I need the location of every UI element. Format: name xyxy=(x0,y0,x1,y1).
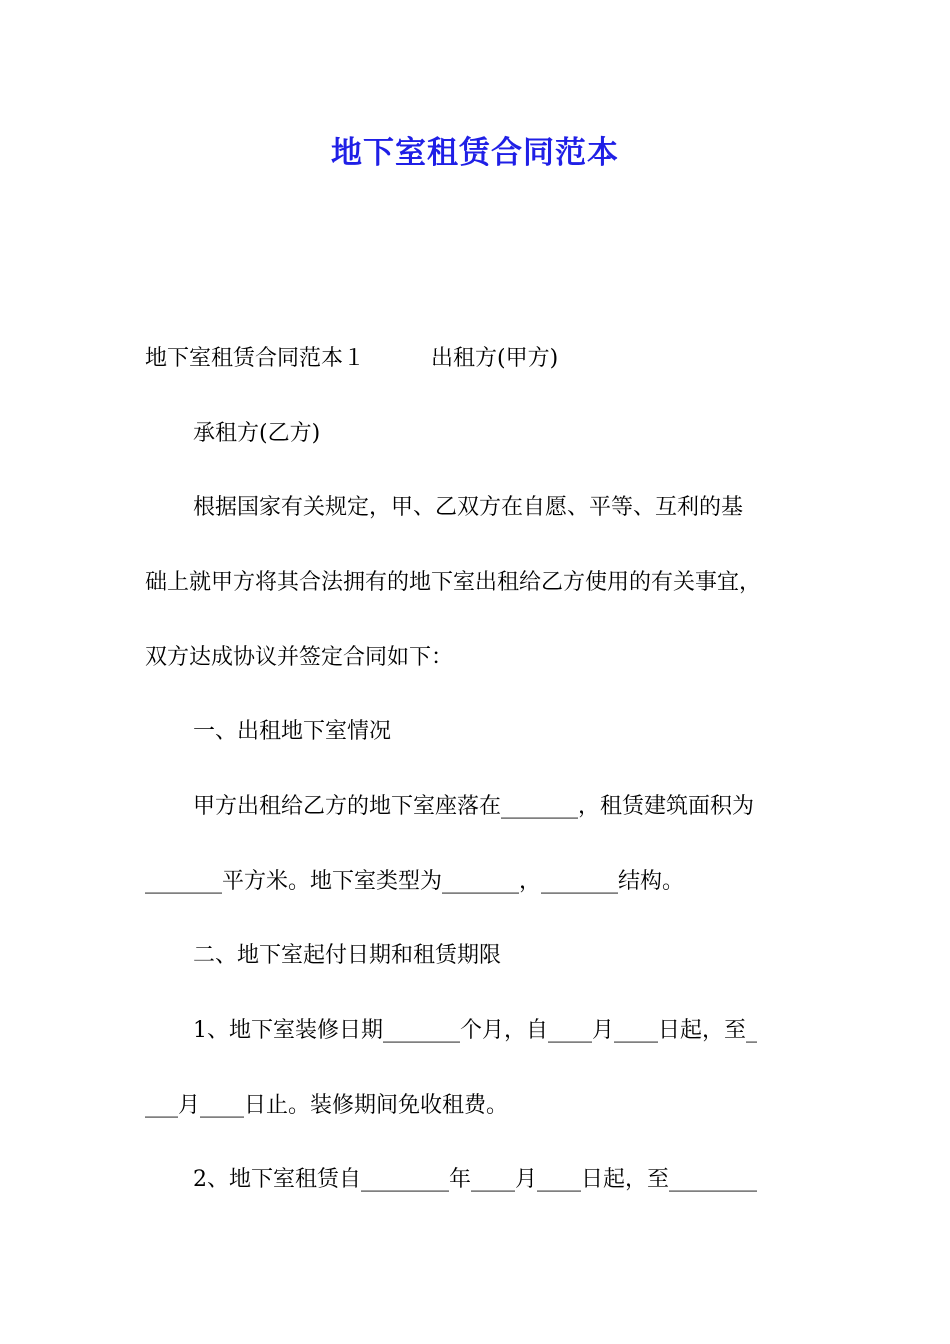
heading-line-parties: 地下室租赁合同范本１ 出租方(甲方) xyxy=(145,346,559,371)
paragraph-preamble-3: 双方达成协议并签定合同如下： xyxy=(145,645,454,670)
document-title: 地下室租赁合同范本 xyxy=(331,135,619,171)
section-heading-1: 一、出租地下室情况 xyxy=(193,719,392,744)
clause-1-line-2: ___月____日止。装修期间免收租费。 xyxy=(145,1093,509,1118)
clause-1-line-1: 1、地下室装修日期_______个月，自____月____日起，至_ xyxy=(193,1018,757,1043)
clause-2-line-1: 2、地下室租赁自________年____月____日起，至________ xyxy=(193,1167,757,1192)
section-heading-2: 二、地下室起付日期和租赁期限 xyxy=(193,943,502,968)
paragraph-preamble-2: 础上就甲方将其合法拥有的地下室出租给乙方使用的有关事宜， xyxy=(145,570,762,595)
paragraph-preamble-1: 根据国家有关规定，甲、乙双方在自愿、平等、互利的基 xyxy=(193,495,744,520)
paragraph-location-2: _______平方米。地下室类型为_______，_______结构。 xyxy=(145,869,685,894)
paragraph-lessee: 承租方(乙方) xyxy=(193,421,321,446)
paragraph-location-1: 甲方出租给乙方的地下室座落在_______，租赁建筑面积为 xyxy=(193,794,755,819)
